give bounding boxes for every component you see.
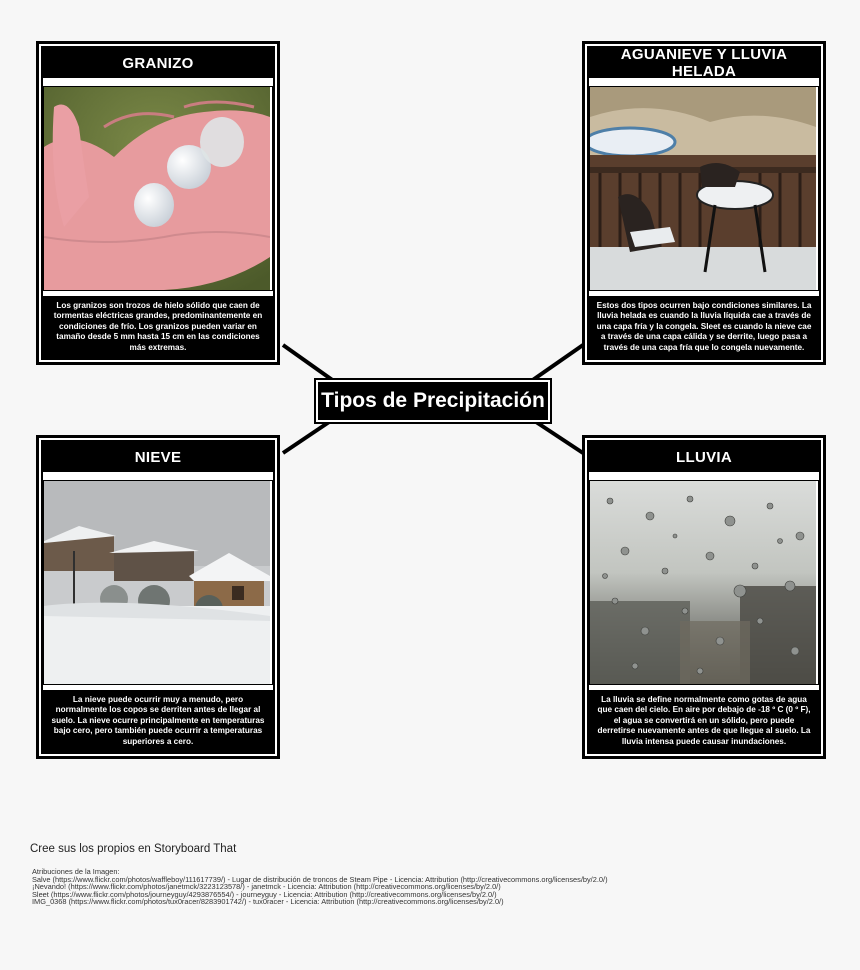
image-attributions [32,868,608,906]
central-title: Tipos de Precipitación [316,380,550,422]
cell-title: LLUVIA [589,442,819,472]
cell-title: AGUANIEVE Y LLUVIA HELADA [589,48,819,78]
cell-title: NIEVE [43,442,273,472]
raindrops-on-window-photo [589,480,819,685]
attribution-line: ¡Nevando! (https://www.flickr.com/photos/janetmck/3223123578/) - janetmck - Licencia: Attribution (http://creativecommons.org/licenses/by/2.0/) [32,882,501,892]
cell-granizo [36,41,280,365]
cell-caption: Los granizos son trozos de hielo sólido que caen de tormentas eléctricas grandes, predominantemente en condiciones de frío. Los granizos pueden variar en tamaño desde 5 mm hasta 15 cm en las condiciones más extremas. [43,296,273,358]
frozen-patio-furniture-photo [589,86,819,291]
hailstones-in-hand-photo [43,86,273,291]
cell-nieve [36,435,280,759]
cell-caption: Estos dos tipos ocurren bajo condiciones similares. La lluvia helada es cuando la lluvia líquida cae a través de una capa fría y la congela. Sleet es cuando la nieve cae a través de una capa cálida y se derrite, luego pasa a través de una capa fría que lo congela nuevamente. [589,296,819,358]
cell-title: GRANIZO [43,48,273,78]
cell-lluvia [582,435,826,759]
cell-aguanieve [582,41,826,365]
storyboard-promo-link[interactable]: Cree sus los propios en Storyboard That [30,843,237,855]
connector-granizo [283,345,338,384]
cell-caption: La lluvia se define normalmente como gotas de agua que caen del cielo. En aire por debajo de -18 º C (0 º F), el agua se convertirá en un sólido, pero puede derretirse nuevamente antes de que llegue al suelo. La lluvia intensa puede causar inundaciones. [589,690,819,752]
attribution-line: Sleet (https://www.flickr.com/photos/journeyguy/4293876554/) - journeyguy - Licencia: Attribution (http://creativecommons.org/licenses/by/2.0/) [32,889,497,899]
attribution-line: Salve (https://www.flickr.com/photos/waffleboy/111617739/) - Lugar de distribución de troncos de Steam Pipe - Licencia: Attribution (http://creativecommons.org/licenses/by/2.0/) [32,874,608,884]
attribution-line: IMG_0368 (https://www.flickr.com/photos/tux0racer/8283901742/) - tux0racer - Licencia: Attribution (http://creativecommons.org/licenses/by/2.0/) [32,897,504,907]
snowy-village-photo [43,480,273,685]
cell-caption: La nieve puede ocurrir muy a menudo, pero normalmente los copos se derriten antes de llegar al suelo. La nieve ocurre principalmente en temperaturas bajo cero, pero también puede ocurrir a temperaturas superiores a cero. [43,690,273,752]
attributions-title: Atribuciones de la Imagen: [32,867,120,876]
connector-aguanieve [527,345,583,384]
